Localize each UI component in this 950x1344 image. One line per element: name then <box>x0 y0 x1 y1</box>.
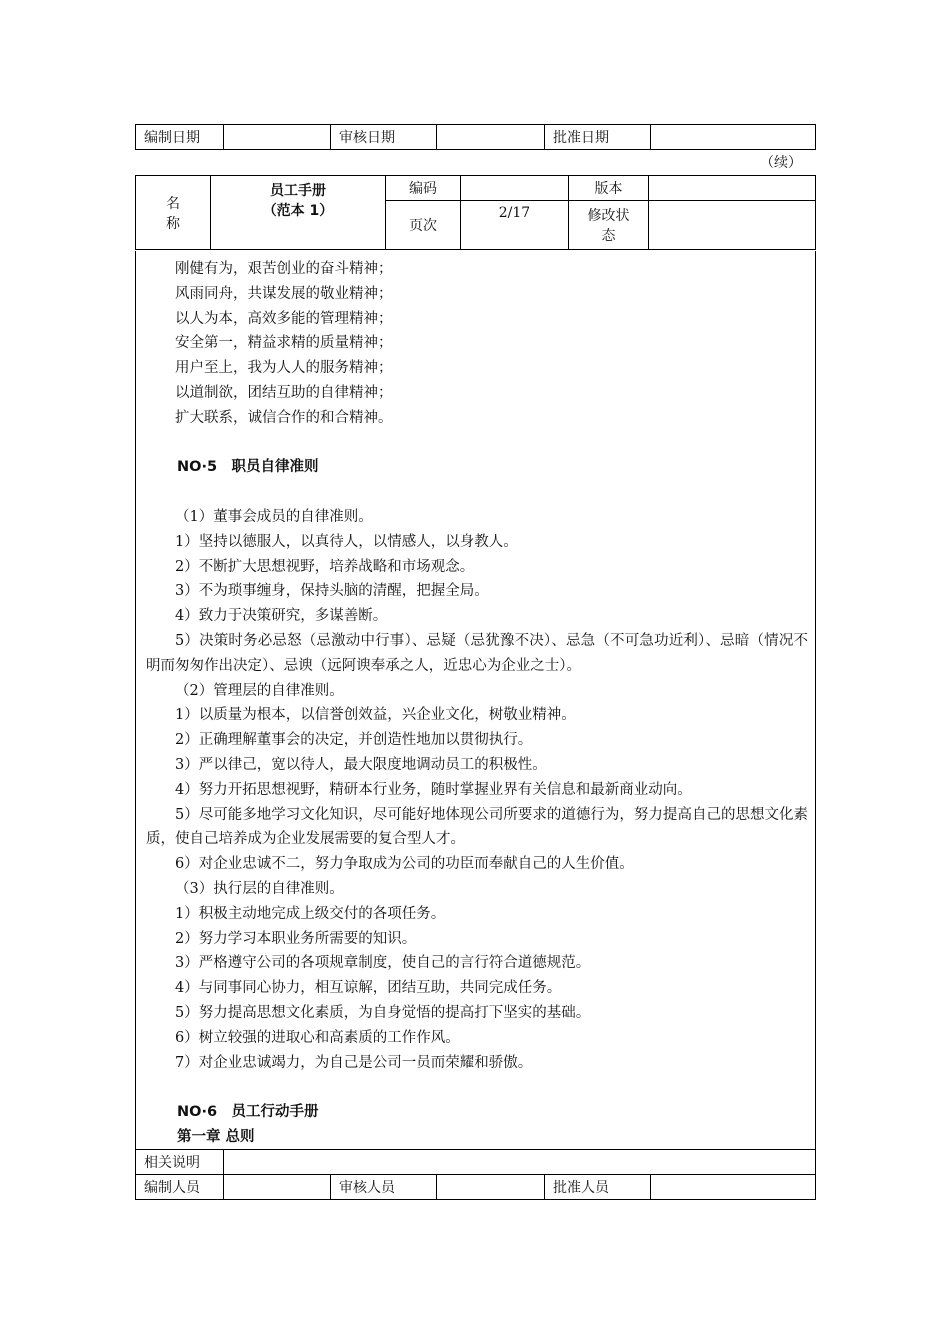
revision-value[interactable] <box>649 201 816 250</box>
spirit-line: 以道制欲，团结互助的自律精神； <box>175 384 393 401</box>
reviewer-value[interactable] <box>437 1175 545 1200</box>
content-text <box>146 257 808 1150</box>
header-table <box>135 175 816 250</box>
mgmt-item: 3）严以律己，宽以待人，最大限度地调动员工的积极性。 <box>175 756 547 773</box>
date-table <box>135 124 816 150</box>
mgmt-item: 4）努力开拓思想视野，精研本行业务，随时掌握业界有关信息和最新商业动向。 <box>175 781 692 798</box>
content-box <box>135 251 816 1149</box>
mgmt-item: 5）尽可能多地学习文化知识，尽可能好地体现公司所要求的道德行为，努力提高自己的思想文化素质，使自己培养成为企业发展需要的复合型人才。 <box>146 806 808 848</box>
spirit-line: 风雨同舟，共谋发展的敬业精神； <box>175 285 393 302</box>
version-value[interactable] <box>649 176 816 201</box>
version-label: 版本 <box>569 176 649 201</box>
review-date-label: 审核日期 <box>331 125 437 150</box>
spirit-line: 安全第一，精益求精的质量精神； <box>175 335 393 352</box>
name-label: 名 称 <box>136 176 211 250</box>
exec-item: 2）努力学习本职业务所需要的知识。 <box>175 930 417 947</box>
notes-label: 相关说明 <box>136 1150 224 1175</box>
code-value[interactable] <box>461 176 569 201</box>
review-date-value[interactable] <box>437 125 545 150</box>
section5-heading: NO·5 职员自律准则 <box>177 459 319 476</box>
compile-date-label: 编制日期 <box>136 125 224 150</box>
exec-item: 4）与同事同心协力，相互谅解，团结互助，共同完成任务。 <box>175 980 562 997</box>
exec-item: 1）积极主动地完成上级交付的各项任务。 <box>175 905 446 922</box>
page-value: 2/17 <box>461 201 569 250</box>
spirit-line: 以人为本，高效多能的管理精神； <box>175 310 393 327</box>
board-title: （1）董事会成员的自律准则。 <box>175 508 373 525</box>
continued-label: （续） <box>760 155 802 171</box>
compiler-value[interactable] <box>224 1175 331 1200</box>
reviewer-label: 审核人员 <box>331 1175 437 1200</box>
mgmt-item: 6）对企业忠诚不二，努力争取成为公司的功臣而奉献自己的人生价值。 <box>175 856 634 873</box>
approver-value[interactable] <box>651 1175 816 1200</box>
chapter-heading: 第一章 总则 <box>177 1128 255 1145</box>
exec-item: 5）努力提高思想文化素质，为自身觉悟的提高打下坚实的基础。 <box>175 1004 591 1021</box>
exec-item: 7）对企业忠诚竭力，为自己是公司一员而荣耀和骄傲。 <box>175 1054 533 1071</box>
signoff-table <box>135 1149 816 1200</box>
spirit-line: 用户至上，我为人人的服务精神； <box>175 360 393 377</box>
compile-date-value[interactable] <box>224 125 331 150</box>
mgmt-item: 2）正确理解董事会的决定，并创造性地加以贯彻执行。 <box>175 732 533 749</box>
spirit-line: 刚健有为，艰苦创业的奋斗精神； <box>175 261 393 277</box>
mgmt-item: 1）以质量为根本，以信誉创效益，兴企业文化，树敬业精神。 <box>175 707 576 724</box>
code-label: 编码 <box>386 176 461 201</box>
board-item: 3）不为琐事缠身，保持头脑的清醒，把握全局。 <box>175 583 489 600</box>
board-item: 1）坚持以德服人，以真待人，以情感人，以身教人。 <box>175 533 518 550</box>
approve-date-value[interactable] <box>651 125 816 150</box>
approver-label: 批准人员 <box>545 1175 651 1200</box>
board-item: 2）不断扩大思想视野，培养战略和市场观念。 <box>175 558 475 575</box>
spirit-line: 扩大联系，诚信合作的和合精神。 <box>175 409 393 426</box>
exec-item: 6）树立较强的进取心和高素质的工作作风。 <box>175 1029 460 1046</box>
notes-value[interactable] <box>224 1150 816 1175</box>
document-title: 员工手册 （范本 1） <box>211 176 386 250</box>
board-item: 5）决策时务必忌怒（忌激动中行事）、忌疑（忌犹豫不决）、忌急（不可急功近利）、忌暗（情况不明而匆匆作出决定）、忌谀（远阿谀奉承之人，近忠心为企业之士）。 <box>146 632 808 674</box>
board-item: 4）致力于决策研究，多谋善断。 <box>175 608 388 625</box>
mgmt-title: （2）管理层的自律准则。 <box>175 682 344 699</box>
exec-item: 3）严格遵守公司的各项规章制度，使自己的言行符合道德规范。 <box>175 955 591 972</box>
compiler-label: 编制人员 <box>136 1175 224 1200</box>
exec-title: （3）执行层的自律准则。 <box>175 880 344 897</box>
page-label: 页次 <box>386 201 461 250</box>
section6-heading: NO·6 员工行动手册 <box>177 1104 319 1121</box>
approve-date-label: 批准日期 <box>545 125 651 150</box>
revision-label: 修改状 态 <box>569 201 649 250</box>
